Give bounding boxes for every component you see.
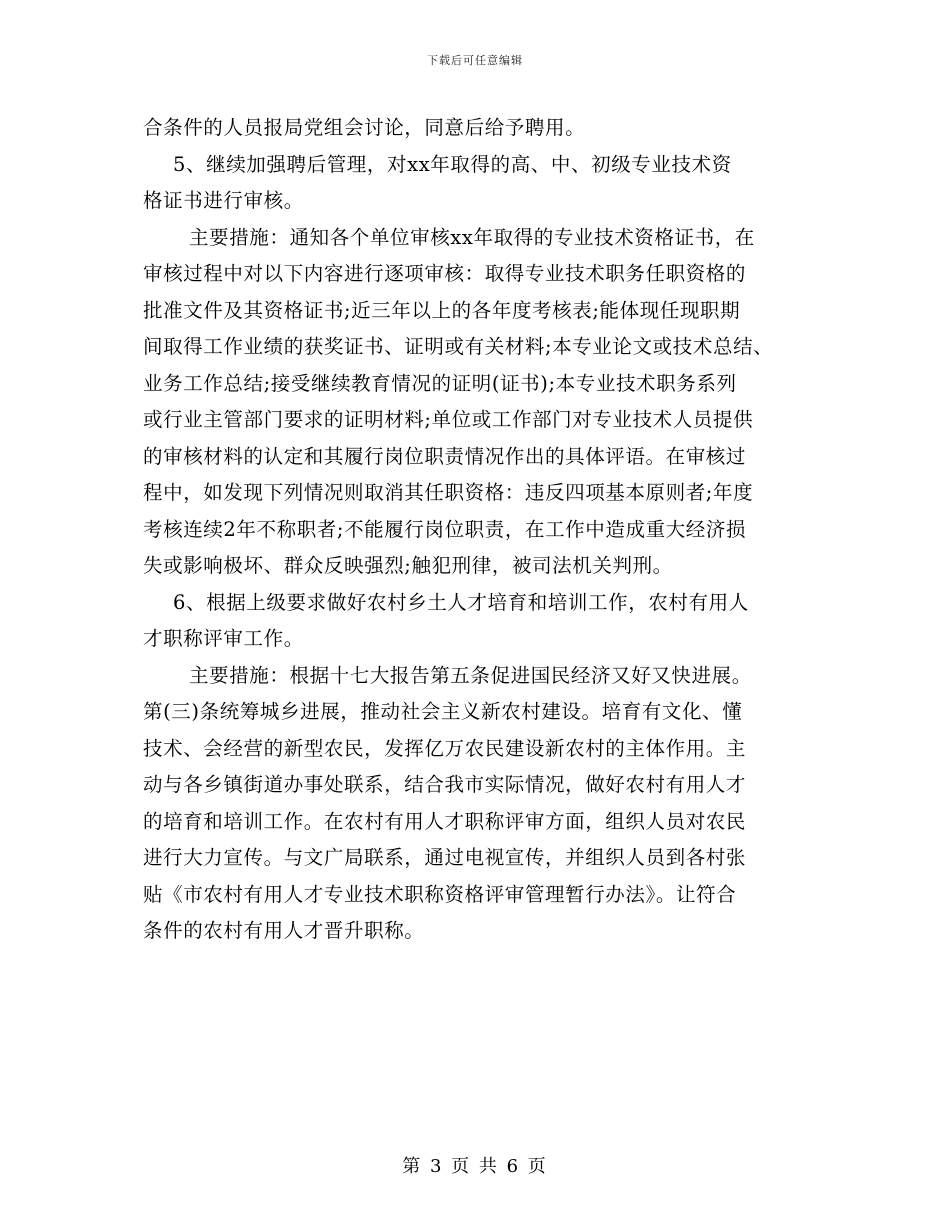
text-line: 审核过程中对以下内容进行逐项审核：取得专业技术职务任职资格的	[143, 262, 747, 285]
document-body	[143, 110, 823, 950]
text-line: 批准文件及其资格证书;近三年以上的各年度考核表;能体现任现职期	[143, 298, 741, 322]
text-line: 6、根据上级要求做好农村乡土人才培育和培训工作，农村有用人	[173, 590, 749, 614]
page-number: 第 3 页 共 6 页	[402, 1156, 548, 1177]
text-line: 的审核材料的认定和其履行岗位职责情况作出的具体评语。在审核过	[143, 444, 747, 468]
text-line: 第(三)条统筹城乡进展，推动社会主义新农村建设。培育有文化、懂	[143, 700, 743, 723]
text-line: 程中，如发现下列情况则取消其任职资格：违反四项基本原则者;年度	[143, 481, 754, 504]
text-line: 失或影响极坏、群众反映强烈;触犯刑律，被司法机关判刑。	[143, 554, 673, 577]
text-line: 的培育和培训工作。在农村有用人才职称评审方面，组织人员对农民	[143, 809, 747, 833]
page-header: 下载后可任意编辑	[427, 54, 523, 67]
text-line: 格证书进行审核。	[143, 189, 304, 212]
text-line: 动与各乡镇街道办事处联系，结合我市实际情况，做好农村有用人才	[143, 773, 747, 796]
text-line: 业务工作总结;接受继续教育情况的证明(证书);本专业技术职务系列	[143, 371, 737, 395]
text-line: 才职称评审工作。	[143, 627, 304, 650]
text-line: 5、继续加强聘后管理，对xx年取得的高、中、初级专业技术资	[173, 152, 732, 176]
text-line: 贴《市农村有用人才专业技术职称资格评审管理暂行办法》。让符合	[143, 882, 737, 906]
text-line: 合条件的人员报局党组会讨论，同意后给予聘用。	[143, 116, 586, 139]
text-line: 进行大力宣传。与文广局联系，通过电视宣传，并组织人员到各村张	[143, 846, 747, 869]
text-line: 间取得工作业绩的获奖证书、证明或有关材料;本专业论文或技术总结、	[143, 335, 774, 358]
text-line: 条件的农村有用人才晋升职称。	[143, 919, 425, 942]
text-line: 技术、会经营的新型农民，发挥亿万农民建设新农村的主体作用。主	[143, 736, 747, 760]
text-line: 考核连续2年不称职者;不能履行岗位职责，在工作中造成重大经济损	[143, 517, 747, 541]
text-line: 或行业主管部门要求的证明材料;单位或工作部门对专业技术人员提供	[143, 408, 754, 431]
text-line: 主要措施：根据十七大报告第五条促进国民经济又好又快进展。	[189, 663, 752, 687]
text-line: 主要措施：通知各个单位审核xx年取得的专业技术资格证书，在	[189, 225, 755, 249]
